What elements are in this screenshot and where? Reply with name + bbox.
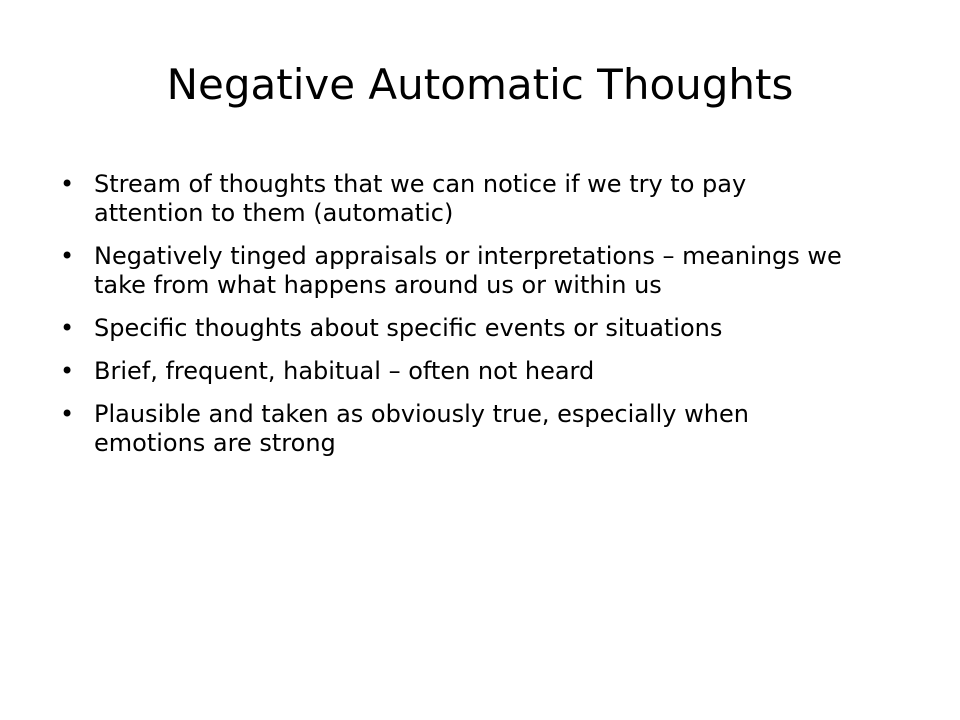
bullet-item — [60, 400, 860, 458]
bullet-text: Brief, frequent, habitual – often not heard — [94, 357, 595, 385]
bullet-point-icon: • — [60, 242, 75, 270]
bullet-text: Plausible and taken as obviously true, especially when emotions are strong — [94, 400, 749, 457]
bullet-list — [60, 170, 860, 472]
bullet-text: Specific thoughts about specific events or situations — [94, 314, 723, 342]
bullet-item — [60, 357, 860, 386]
bullet-point-icon: • — [60, 314, 75, 342]
bullet-text: Negatively tinged appraisals or interpretations – meanings we take from what happens around us or within us — [94, 242, 842, 299]
bullet-item — [60, 242, 860, 300]
bullet-point-icon: • — [60, 357, 75, 385]
bullet-item — [60, 314, 860, 343]
bullet-item — [60, 170, 860, 228]
bullet-point-icon: • — [60, 400, 75, 428]
slide-title: Negative Automatic Thoughts — [166, 60, 794, 109]
bullet-text: Stream of thoughts that we can notice if we try to pay attention to them (automatic) — [94, 170, 747, 227]
bullet-point-icon: • — [60, 170, 75, 198]
